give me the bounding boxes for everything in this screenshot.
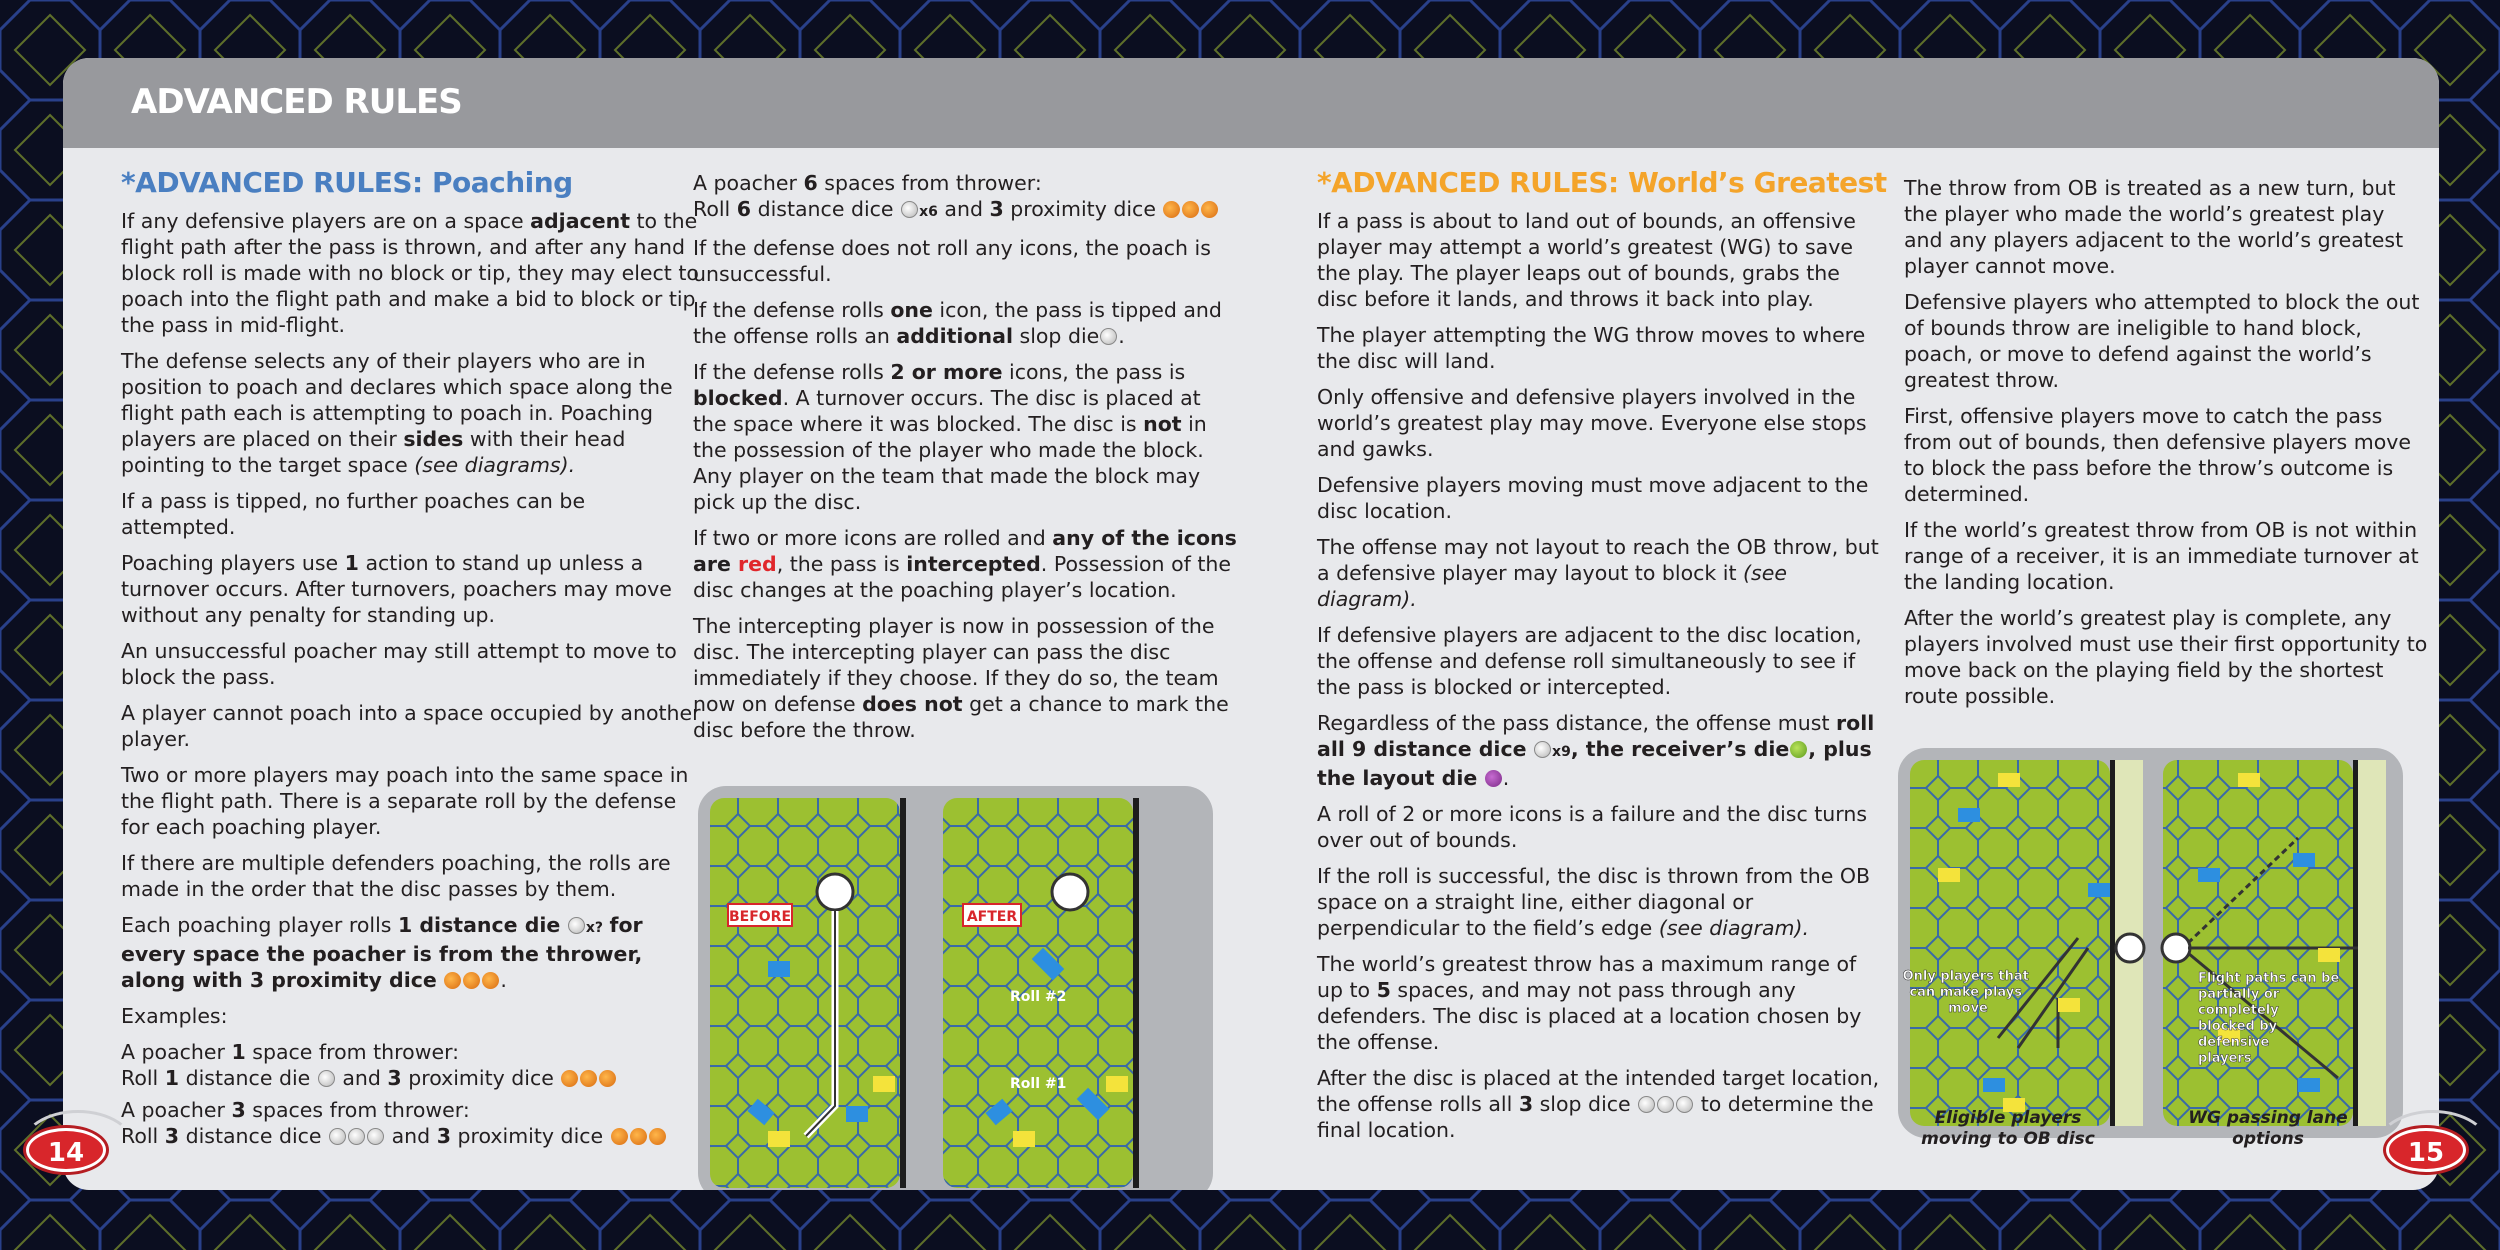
caption-eligible-players: Eligible players moving to OB disc <box>1921 1108 2095 1149</box>
flight-paths-label: Flight paths can be partially or completely blocked by defensive players <box>2198 971 2340 1066</box>
poaching-column-1 <box>121 166 701 1159</box>
wg-paragraph: Defensive players who attempted to block the out of bounds throw are ineligible to hand block, poach, or move to defend against the world’s greatest throw. <box>1904 290 2420 392</box>
only-players-label: Only players that can make plays move <box>1902 969 2029 1016</box>
poaching-paragraph: A player cannot poach into a space occupied by another player. <box>121 701 701 751</box>
proximity-die-icon <box>482 972 499 989</box>
roll-1-label: Roll #1 <box>1010 1076 1067 1092</box>
poaching-paragraph: If the defense rolls one icon, the pass is tipped and the offense rolls an additional slop die . <box>693 298 1222 348</box>
proximity-die-icon <box>561 1070 578 1087</box>
proximity-die-icon <box>649 1128 666 1145</box>
poaching-paragraph: If two or more icons are rolled and any of the icons are red, the pass is intercepted. Possession of the disc changes at the poaching player’s location. <box>693 526 1237 602</box>
proximity-die-icon <box>1182 201 1199 218</box>
page-number-left: 14 <box>26 1128 106 1172</box>
caption-wg-passing-lane: WG passing lane options <box>2188 1108 2348 1149</box>
distance-die-icon <box>318 1070 335 1087</box>
proximity-die-icon <box>630 1128 647 1145</box>
wg-paragraph: After the disc is placed at the intended target location, the offense rolls all 3 slop dice to determine the final location. <box>1317 1066 1880 1142</box>
example-3: A poacher 3 spaces from thrower: Roll 3 distance dice and 3 proximity dice <box>121 1097 701 1149</box>
wg-paragraph: Only offensive and defensive players involved in the world’s greatest play may move. Everyone else stops and gawks. <box>1317 385 1867 461</box>
receiver-die-icon <box>1790 741 1807 758</box>
before-label: BEFORE <box>728 909 792 925</box>
wg-paragraph: The offense may not layout to reach the OB throw, but a defensive player may layout to block it (see diagram). <box>1317 535 1879 611</box>
page-title: ADVANCED RULES <box>131 82 462 122</box>
worlds-greatest-column-2 <box>1904 175 2429 719</box>
distance-die-icon <box>568 917 585 934</box>
wg-paragraph: The player attempting the WG throw moves to where the disc will land. <box>1317 323 1866 373</box>
poaching-paragraph: Poaching players use 1 action to stand up unless a turnover occurs. After turnovers, poachers may move without any penalty for standing up. <box>121 551 672 627</box>
wg-paragraph: If the roll is successful, the disc is thrown from the OB space on a straight line, either diagonal or perpendicular to the field’s edge (see diagram). <box>1317 864 1871 940</box>
poaching-paragraph: If there are multiple defenders poaching, the rolls are made in the order that the disc passes by them. <box>121 851 671 901</box>
wg-paragraph: If defensive players are adjacent to the disc location, the offense and defense roll simultaneously to see if the pass is blocked or intercepted. <box>1317 623 1862 699</box>
examples-label: Examples: <box>121 1004 228 1028</box>
poaching-paragraph: An unsuccessful poacher may still attempt to move to block the pass. <box>121 639 677 689</box>
proximity-die-icon <box>580 1070 597 1087</box>
worlds-greatest-column-1 <box>1317 166 1887 1153</box>
wg-paragraph: If the world’s greatest throw from OB is not within range of a receiver, it is an immediate turnover at the landing location. <box>1904 518 2419 594</box>
poaching-heading: *ADVANCED RULES: Poaching <box>121 166 573 199</box>
poaching-paragraph: If any defensive players are on a space adjacent to the flight path after the pass is thrown, and after any hand block roll is made with no block or tip, they may elect to poach into the flight path and make a bid to block or tip the pass in mid-flight. <box>121 209 699 337</box>
rules-spread <box>63 58 2439 1190</box>
slop-die-icon <box>1676 1096 1693 1113</box>
poaching-paragraph: Two or more players may poach into the same space in the flight path. There is a separate roll by the defense for each poaching player. <box>121 763 689 839</box>
proximity-die-icon <box>463 972 480 989</box>
distance-die-icon <box>329 1128 346 1145</box>
wg-paragraph: A roll of 2 or more icons is a failure and the disc turns over out of bounds. <box>1317 802 1868 852</box>
proximity-die-icon <box>1163 201 1180 218</box>
wg-paragraph: After the world’s greatest play is complete, any players involved must use their first opportunity to move back on the playing field by the shortest route possible. <box>1904 606 2428 708</box>
worlds-greatest-diagram <box>1898 748 2403 1138</box>
proximity-die-icon <box>444 972 461 989</box>
after-label: AFTER <box>966 909 1018 925</box>
wg-paragraph: The throw from OB is treated as a new turn, but the player who made the world’s greatest play and any players adjacent to the world’s greatest player cannot move. <box>1904 176 2404 278</box>
poaching-paragraph: Each poaching player rolls 1 distance die x? for every space the poacher is from the thrower, along with 3 proximity dice . <box>121 913 643 992</box>
roll-2-label: Roll #2 <box>1010 989 1067 1005</box>
wg-paragraph: The world’s greatest throw has a maximum range of up to 5 spaces, and may not pass through any defenders. The disc is placed at a location chosen by the offense. <box>1317 952 1862 1054</box>
proximity-die-icon <box>1201 201 1218 218</box>
poaching-diagram <box>698 786 1213 1190</box>
distance-die-icon <box>367 1128 384 1145</box>
poaching-paragraph: The intercepting player is now in possession of the disc. The intercepting player can pass the disc immediately if they choose. If they do so, the team now on defense does not get a chance to mark the disc before the throw. <box>693 614 1229 742</box>
worlds-greatest-heading: *ADVANCED RULES: World’s Greatest <box>1317 166 1887 199</box>
page-number-right: 15 <box>2386 1128 2466 1172</box>
proximity-die-icon <box>599 1070 616 1087</box>
poaching-paragraph: If the defense rolls 2 or more icons, the pass is blocked. A turnover occurs. The disc is placed at the space where it was blocked. The disc is not in the possession of the player who made the block. Any player on the team that made the block may pick up the disc. <box>693 360 1207 514</box>
poaching-paragraph: If the defense does not roll any icons, the poach is unsuccessful. <box>693 236 1211 286</box>
poaching-paragraph: The defense selects any of their players who are in position to poach and declares which space along the flight path each is attempting to poach in. Poaching players are placed on their sides with their head pointing to the target space (see diagrams). <box>121 349 673 477</box>
wg-paragraph: If a pass is about to land out of bounds, an offensive player may attempt a world’s greatest (WG) to save the play. The player leaps out of bounds, grabs the disc before it lands, and throws it back into play. <box>1317 209 1856 311</box>
slop-die-icon <box>1638 1096 1655 1113</box>
slop-die-icon <box>1657 1096 1674 1113</box>
layout-die-icon <box>1485 770 1502 787</box>
poaching-column-2 <box>693 170 1238 753</box>
wg-paragraph: Regardless of the pass distance, the offense must roll all 9 distance dice x9, the receiver’s die , plus the layout die . <box>1317 711 1875 790</box>
proximity-die-icon <box>611 1128 628 1145</box>
header-bar <box>63 58 2439 148</box>
wg-paragraph: Defensive players moving must move adjacent to the disc location. <box>1317 473 1869 523</box>
distance-die-icon <box>1534 741 1551 758</box>
wg-paragraph: First, offensive players move to catch the pass from out of bounds, then defensive players move to block the pass before the throw’s outcome is determined. <box>1904 404 2411 506</box>
example-1: A poacher 1 space from thrower: Roll 1 distance die and 3 proximity dice <box>121 1039 701 1091</box>
distance-die-icon <box>348 1128 365 1145</box>
example-6: A poacher 6 spaces from thrower: Roll 6 distance dice x6 and 3 proximity dice <box>693 170 1238 225</box>
slop-die-icon <box>1100 328 1117 345</box>
poaching-paragraph: If a pass is tipped, no further poaches can be attempted. <box>121 489 586 539</box>
distance-die-icon <box>901 201 918 218</box>
